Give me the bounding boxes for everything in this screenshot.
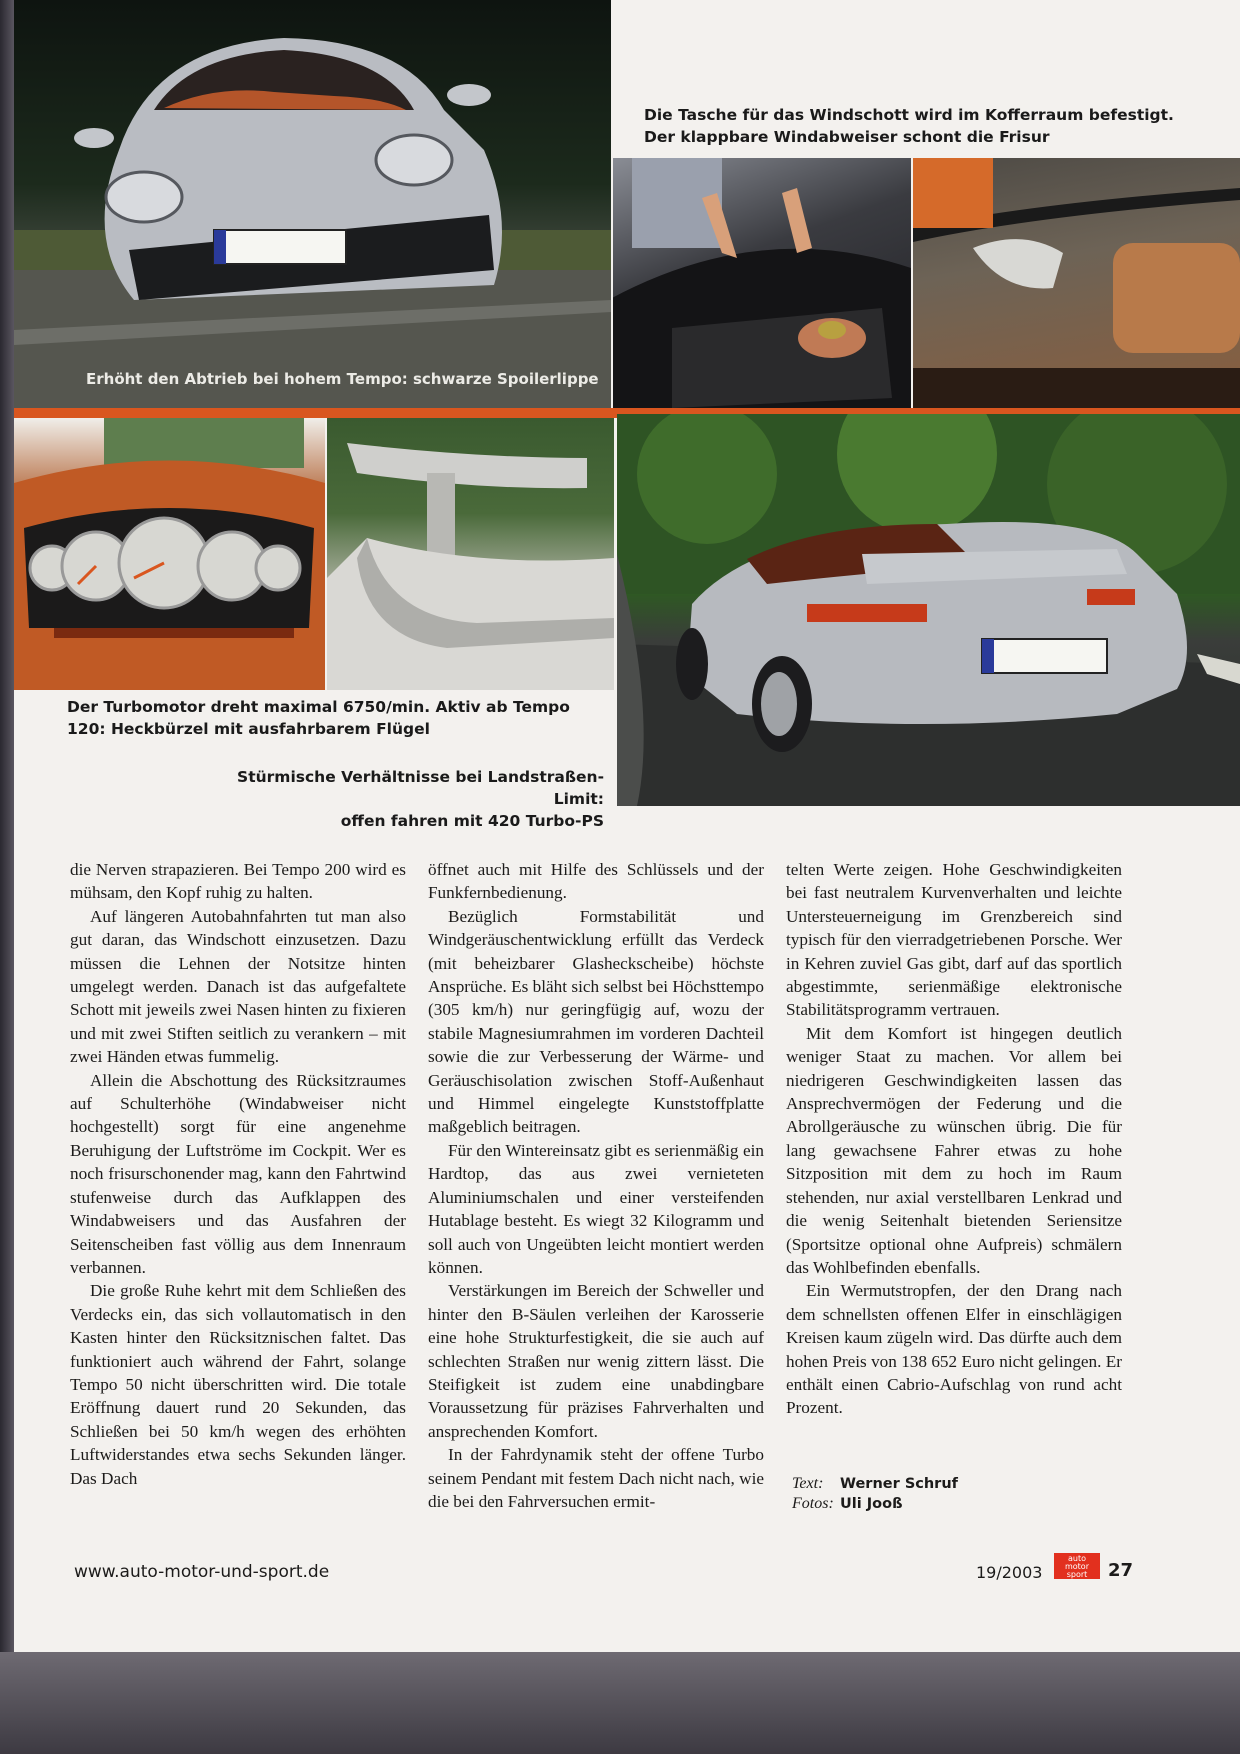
paragraph: Ein Wermutstropfen, der den Drang nach dem schnellsten offenen Elfer in einschlägigen Kreisen kaum zügeln wird. Das dürfte auch dem hohen Preis von 138 652 Euro nicht gelingen. Er enthält einen Cabrio-Aufschlag von rund acht Prozent. (786, 1281, 1122, 1418)
trunk-illustration (612, 158, 911, 408)
rear-spoiler-illustration (327, 418, 614, 690)
footer-website: www.auto-motor-und-sport.de (74, 1562, 330, 1582)
credit-text-name: Werner Schruf (840, 1476, 958, 1492)
credit-photo-label: Fotos: (792, 1495, 834, 1512)
magazine-page (14, 0, 1240, 1652)
credit-photo-name: Uli Jooß (840, 1496, 903, 1512)
photo-wind-deflector (913, 158, 1240, 408)
caption-cockpit-line-2: 120: Heckbürzel mit ausfahrbarem Flügel (67, 720, 430, 738)
credit-text-label: Text: (792, 1475, 824, 1492)
text-column-3 (786, 858, 1122, 1420)
scan-edge-shadow (0, 0, 14, 1754)
paragraph: Bezüglich Formstabilität und Windgeräuschentwicklung erfüllt das Verdeck (mit beheizbarer Glasheckscheibe) höchste Ansprüche. Es bläht sich selbst bei Höchsttempo (305 km/h) nur geringfügig auf, wozu der stabile Magnesiumrahmen im vorderen Dachteil sowie die zur Verbesserung der Wärme- und Geräuschisolation zwischen Stoff-Außenhaut und Himmel eingelegte Kunststoffplatte maßgeblich beitragen. (428, 906, 764, 1137)
photo-cabrio-driving (617, 414, 1240, 806)
logo-word-2: motor (1064, 1562, 1089, 1571)
caption-trunk-photo (644, 104, 1174, 148)
caption-cockpit-line-1: Der Turbomotor dreht maximal 6750/min. Aktiv ab Tempo (67, 698, 570, 716)
scan-bottom-background (0, 1652, 1240, 1754)
paragraph: telten Werte zeigen. Hohe Geschwindigkeiten bei fast neutralem Kurvenverhalten und leichte Untersteuerneigung im Grenzbereich sind typisch für den vierradgetriebenen Porsche. Wer in Kehren zuviel Gas gibt, darf auf das sportlich abgestimmte, serienmäßige elektronische Stabilitätsprogramm vertrauen. (786, 860, 1122, 1020)
photo-trunk-bag (612, 158, 911, 408)
caption-front-photo: Erhöht den Abtrieb bei hohem Tempo: schwarze Spoilerlippe (86, 370, 599, 388)
photo-divider (611, 158, 613, 408)
magazine-logo (1054, 1553, 1100, 1579)
cabrio-driving-illustration (617, 414, 1240, 806)
paragraph: öffnet auch mit Hilfe des Schlüssels und der Funkfernbedienung. (428, 860, 764, 903)
footer-issue-number: 19/2003 (976, 1563, 1043, 1582)
paragraph: Mit dem Komfort ist hingegen deutlich weniger Staat zu machen. Vor allem bei niedrigeren Geschwindigkeiten lassen das Ansprechvermögen der Federung und die Abrollgeräusche zu wünschen übrig. Die für lang gewachsene Fahrer etwas zu hohe Sitzposition mit dem zu hoch im Raum stehenden, nur axial verstellbaren Lenkrad und die wenig Seitenhalt bietenden Seriensitze (Sportsitze optional ohne Aufpreis) schmälern das Wohlbefinden ebenfalls. (786, 1023, 1122, 1277)
caption-trunk-line-2: Der klappbare Windabweiser schont die Frisur (644, 128, 1050, 146)
paragraph: Verstärkungen im Bereich der Schweller und hinter den B-Säulen verleihen der Karosserie eine hohe Strukturfestigkeit, die sie auch auf schlechten Straßen nur wenig zittern lässt. Die Steifigkeit ist zudem eine unabdingbare Voraussetzung für präzises Fahrverhalten und ansprechenden Komfort. (428, 1281, 764, 1441)
caption-trunk-line-1: Die Tasche für das Windschott wird im Kofferraum befestigt. (644, 106, 1174, 124)
page-number: 27 (1108, 1560, 1134, 1581)
credit-photo-line (792, 1494, 958, 1514)
paragraph: In der Fahrdynamik steht der offene Turbo seinem Pendant mit festem Dach nicht nach, wie die bei den Fahrversuchen ermit- (428, 1445, 764, 1511)
photo-instrument-cluster (14, 418, 325, 690)
caption-cabrio-line-1: Stürmische Verhältnisse bei Landstraßen-Limit: (237, 768, 604, 808)
credit-text-line (792, 1474, 958, 1494)
paragraph: Die große Ruhe kehrt mit dem Schließen des Verdecks ein, das sich vollautomatisch in den Kasten hinter den Rücksitznischen faltet. Das funktioniert auch während der Fahrt, solange Tempo 50 nicht überschritten wird. Die totale Eröffnung dauert rund 20 Sekunden, das Schließen bei 50 km/h wegen des erhöhten Luftwiderstandes etwa sechs Sekunden länger. Das Dach (70, 1281, 406, 1488)
paragraph: Auf längeren Autobahnfahrten tut man also gut daran, das Windschott einzusetzen. Dazu müssen die Lehnen der Notsitze hinten umgelegt werden. Danach ist das aufgefaltete Schott mit jeweils zwei Nasen hinten zu fixieren und mit zwei Stiften seitlich zu verankern – mit zwei Händen etwas fummelig. (70, 906, 406, 1067)
paragraph: die Nerven strapazieren. Bei Tempo 200 wird es mühsam, den Kopf ruhig zu halten. (70, 860, 406, 903)
caption-cabrio-line-2: offen fahren mit 420 Turbo-PS (340, 812, 604, 830)
front-car-illustration (14, 0, 611, 408)
wind-deflector-illustration (913, 158, 1240, 408)
photo-rear-spoiler (327, 418, 614, 690)
logo-word-3: sport (1066, 1570, 1088, 1579)
text-column-1 (70, 858, 406, 1490)
instrument-cluster-illustration (14, 418, 325, 690)
caption-cabrio-photo (214, 766, 604, 832)
article-credits (792, 1474, 958, 1514)
logo-word-1: auto (1067, 1554, 1086, 1563)
photo-front-car (14, 0, 611, 408)
caption-cockpit-photo (67, 696, 570, 740)
paragraph: Für den Wintereinsatz gibt es serienmäßig ein Hardtop, das aus zwei vernieteten Aluminiumschalen und einer versteifenden Hutablage besteht. Es wiegt 32 Kilogramm und soll auch von Ungeübten leicht montiert werden können. (428, 1140, 764, 1277)
text-column-2 (428, 858, 764, 1513)
paragraph: Allein die Abschottung des Rücksitzraumes auf Schulterhöhe (Windabweiser nicht hochgestellt) sorgt für eine angenehme Beruhigung der Luftströme im Cockpit. Wer es noch frisurschonender mag, kann den Fahrtwind stufenweise durch das Aufklappen des Windabweisers und das Ausfahren der Seitenscheiben fast völlig aus dem Innenraum verbannen. (70, 1070, 406, 1277)
